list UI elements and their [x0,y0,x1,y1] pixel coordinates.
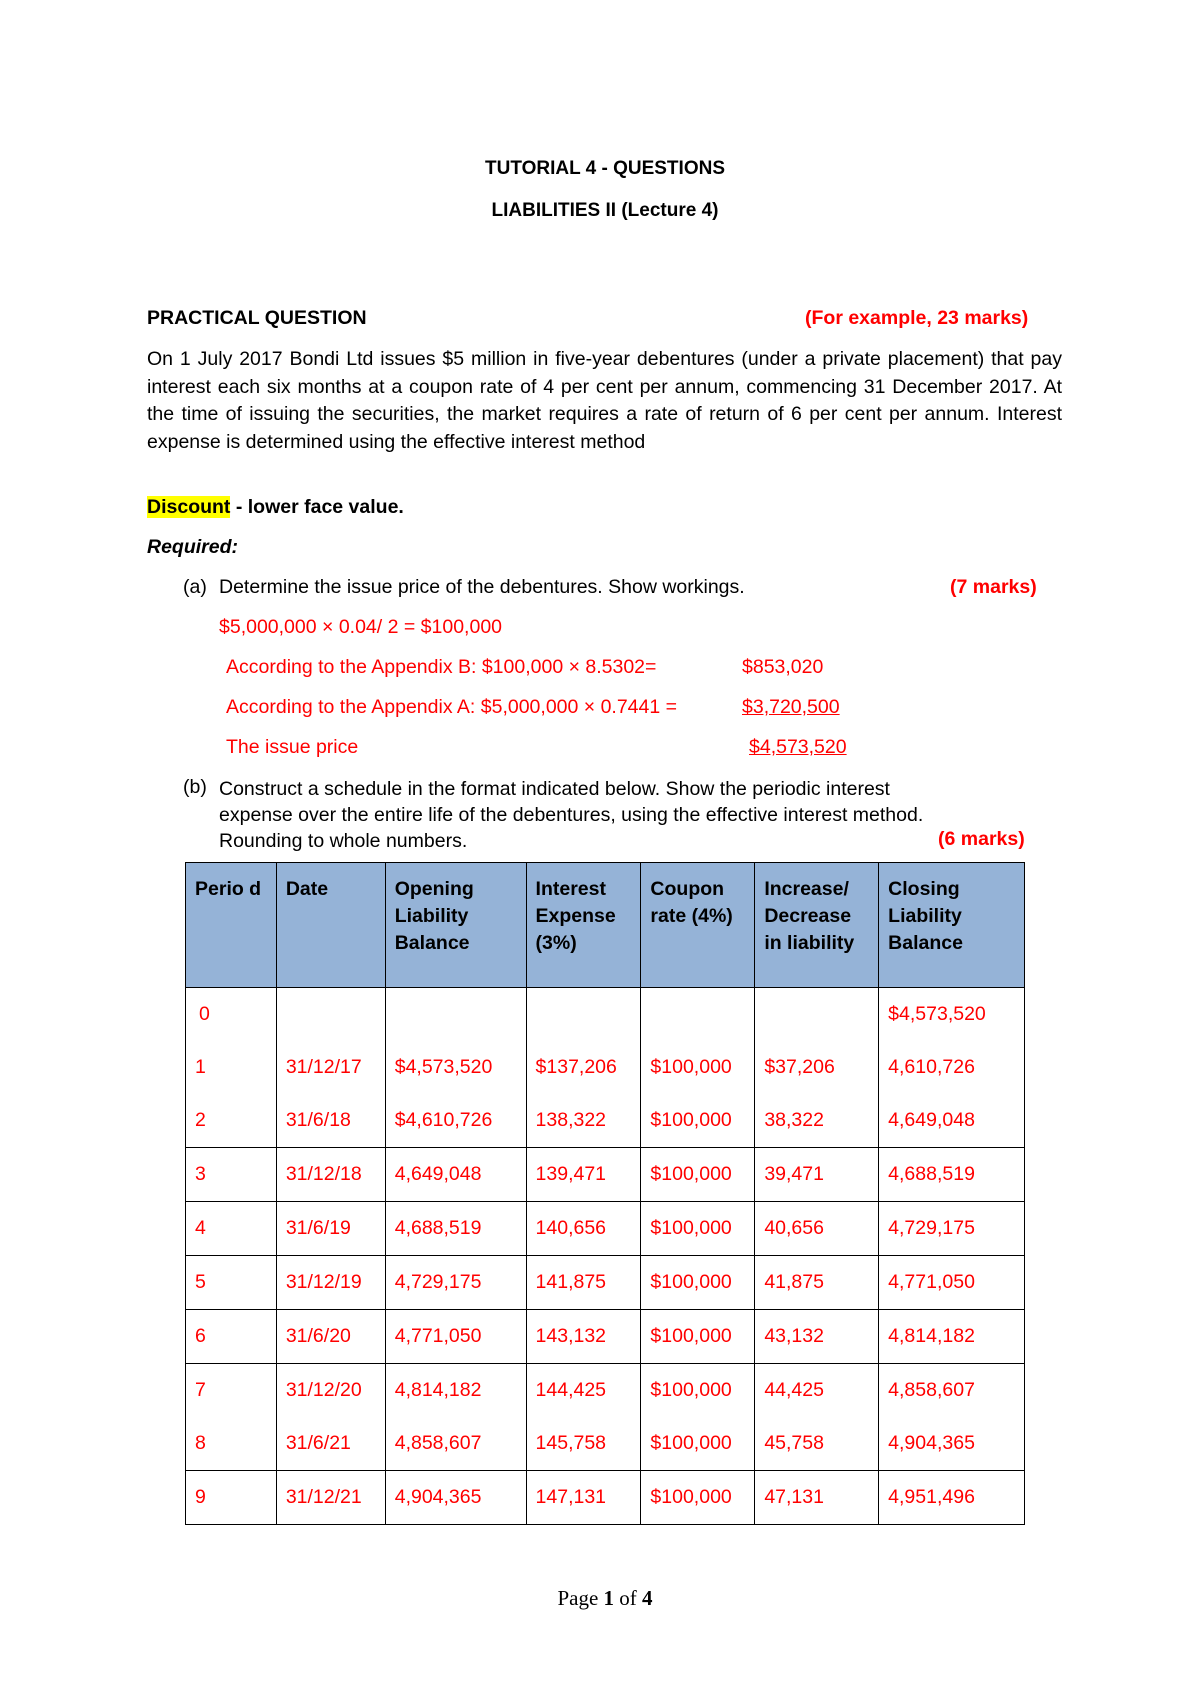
table-header-row [186,863,1025,988]
discount-note: - lower face value. [230,496,404,518]
document-title: TUTORIAL 4 - QUESTIONS [485,158,725,179]
table-row: 9 31/12/21 4,904,365 147,131 $100,000 47,131 4,951,496 [186,1471,1025,1525]
page-number: 1 [603,1586,615,1610]
header-coupon-rate: Coupon rate (4%) [641,863,755,988]
required-label: Required: [147,536,239,558]
header-period: Perio d [186,863,277,988]
part-b-line-2: expense over the entire life of the debentures, using the effective interest method. [219,804,924,826]
table-row: 5 31/12/19 4,729,175 141,875 $100,000 41,875 4,771,050 [186,1256,1025,1310]
interest-cell: $137,206 138,322 [526,988,641,1148]
opening-cell: $4,573,520 $4,610,726 [385,988,526,1148]
document-subtitle: LIABILITIES II (Lecture 4) [491,200,719,221]
part-b-marks: (6 marks) [938,828,1025,850]
working-line-1: $5,000,000 × 0.04/ 2 = $100,000 [219,616,503,638]
issue-price-label: The issue price [226,736,359,758]
part-b-line-1: Construct a schedule in the format indicated below. Show the periodic interest [219,778,890,800]
table-row [186,988,1025,1148]
question-heading: PRACTICAL QUESTION [147,307,367,329]
part-a-marks: (7 marks) [950,576,1037,598]
header-opening-balance: Opening Liability Balance [385,863,526,988]
of-word: of [614,1586,643,1610]
page-word: Page [557,1586,604,1610]
table-row: 6 31/6/20 4,771,050 143,132 $100,000 43,132 4,814,182 [186,1310,1025,1364]
period-cell: 0 1 2 [186,988,277,1148]
table-row: 4 31/6/19 4,688,519 140,656 $100,000 40,656 4,729,175 [186,1202,1025,1256]
issue-price-value: $4,573,520 [749,736,847,758]
page-footer [0,1586,1200,1611]
working-line-3-value: $3,720,500 [742,696,840,718]
table-row: 7 8 31/12/20 31/6/21 4,814,182 4,858,607 144,425 145,758 $100,000 $100,000 44,425 45,758 4,858,607 4,904,365 [186,1364,1025,1471]
header-interest-expense: Interest Expense (3%) [526,863,641,988]
question-marks: (For example, 23 marks) [805,307,1029,329]
question-body: On 1 July 2017 Bondi Ltd issues $5 million in five-year debentures (under a private placement) that pay interest each six months at a coupon rate of 4 per cent per annum, commencing 31 December 2017. At the time of issuing the securities, the market requires a rate of return of 6 per cent per annum. Interest expense is determined using the effective interest method [147,348,1062,453]
part-b-label: (b) [183,776,207,798]
part-a-text: Determine the issue price of the debentures. Show workings. [219,576,745,598]
interest-schedule-table [185,862,1025,1525]
header-change-in-liability: Increase/ Decrease in liability [755,863,879,988]
date-cell: 31/12/17 31/6/18 [276,988,385,1148]
header-date: Date [276,863,385,988]
discount-line [147,496,404,519]
working-line-2-label: According to the Appendix B: $100,000 × 8.5302= [226,656,657,678]
coupon-cell: $100,000 $100,000 [641,988,755,1148]
part-b-line-3: Rounding to whole numbers. [219,830,468,852]
header-closing-balance: Closing Liability Balance [879,863,1025,988]
part-b-text [219,776,923,854]
discount-label: Discount [147,496,231,518]
page-total: 4 [642,1586,653,1610]
working-line-3-label: According to the Appendix A: $5,000,000 × 0.7441 = [226,696,678,718]
change-cell: $37,206 38,322 [755,988,879,1148]
table-row: 3 31/12/18 4,649,048 139,471 $100,000 39,471 4,688,519 [186,1148,1025,1202]
working-line-2-value: $853,020 [742,656,824,678]
closing-cell: $4,573,520 4,610,726 4,649,048 [879,988,1025,1148]
part-a-label: (a) [183,576,207,598]
